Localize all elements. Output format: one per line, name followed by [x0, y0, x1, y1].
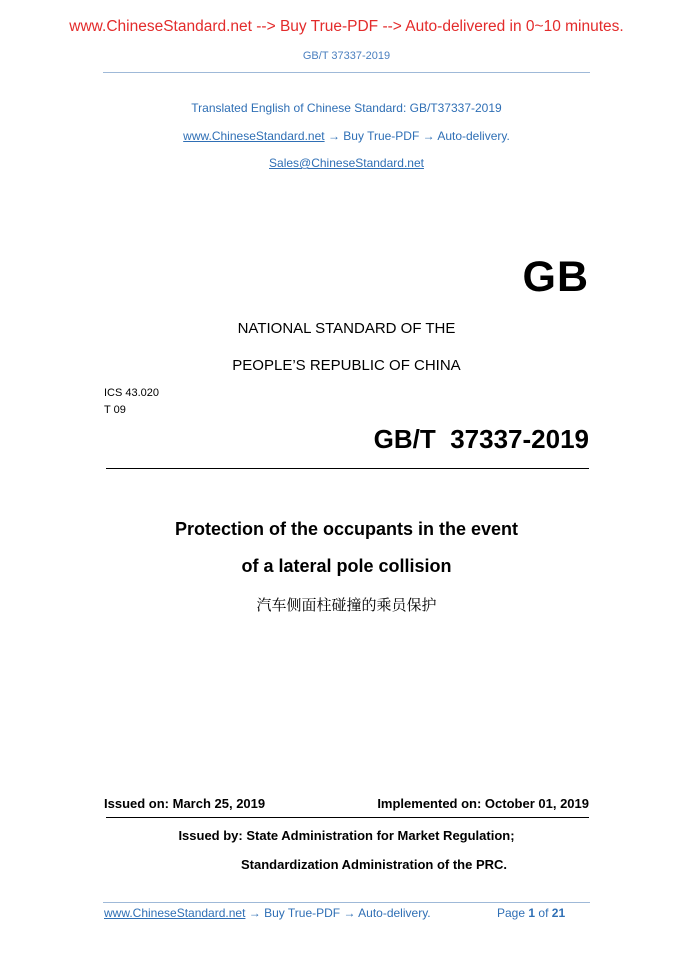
email-link[interactable]: Sales@ChineseStandard.net: [269, 156, 424, 170]
running-header: GB/T 37337-2019: [302, 50, 391, 62]
translated-line: Translated English of Chinese Standard: GB/T37337-2019: [191, 101, 502, 115]
footer-promo: [104, 906, 431, 920]
email-line: [0, 156, 693, 170]
page-number: [497, 906, 565, 920]
footer-auto-delivery-text: Auto-delivery.: [358, 906, 431, 920]
top-banner[interactable]: www.ChineseStandard.net --> Buy True-PDF --> Auto-delivered in 0~10 minutes.: [69, 18, 624, 35]
arrow-right-icon: →: [422, 129, 435, 143]
arrow-right-icon: →: [327, 129, 340, 143]
issued-on: Issued on: March 25, 2019: [104, 796, 266, 811]
issued-by-line2: Standardization Administration of the PRC.: [241, 857, 508, 872]
footer-divider: [103, 902, 590, 903]
page-label: Page: [497, 906, 526, 920]
national-standard-line2: PEOPLE’S REPUBLIC OF CHINA: [232, 357, 461, 374]
arrow-right-icon: →: [343, 906, 356, 920]
page-current: 1: [528, 906, 536, 920]
issued-by-line1: Issued by: State Administration for Market Regulation;: [178, 828, 515, 843]
header-divider: [103, 72, 590, 73]
national-standard-line1: NATIONAL STANDARD OF THE: [237, 320, 456, 337]
buy-text: Buy True-PDF: [343, 129, 420, 143]
footer-site-link[interactable]: www.ChineseStandard.net: [104, 906, 246, 920]
page-total: 21: [551, 906, 566, 920]
title-line1: Protection of the occupants in the event: [174, 519, 519, 539]
title-chinese: 汽车侧面柱碰撞的乘员保护: [256, 596, 437, 614]
standard-code: GB/T 37337-2019: [373, 424, 589, 454]
promo-line: [0, 129, 693, 143]
title-divider: [106, 468, 589, 469]
auto-delivery-text: Auto-delivery.: [437, 129, 510, 143]
ics-code: ICS 43.020: [104, 387, 160, 399]
issue-divider: [106, 817, 589, 818]
page-of: of: [538, 906, 549, 920]
category-code: T 09: [104, 404, 126, 416]
footer-buy-text: Buy True-PDF: [264, 906, 341, 920]
implemented-on: Implemented on: October 01, 2019: [377, 796, 589, 811]
title-line2: of a lateral pole collision: [241, 556, 452, 576]
gb-logo: GB: [522, 253, 589, 301]
arrow-right-icon: →: [248, 906, 261, 920]
site-link[interactable]: www.ChineseStandard.net: [183, 129, 325, 143]
